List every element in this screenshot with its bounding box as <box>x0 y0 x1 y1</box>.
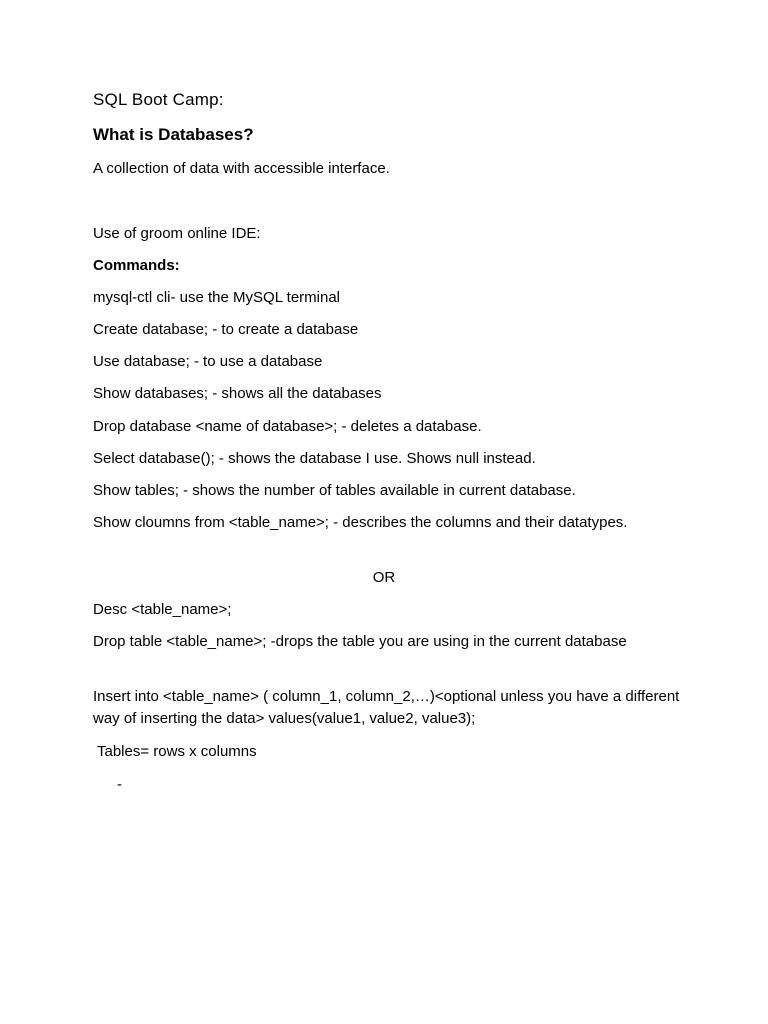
or-separator: OR <box>372 569 396 586</box>
command-line: Drop table <table_name>; -drops the table you are using in the current database <box>93 633 627 650</box>
command-line: Create database; - to create a database <box>93 321 359 338</box>
command-line: mysql-ctl cli- use the MySQL terminal <box>93 289 341 306</box>
commands-label: Commands: <box>93 257 180 274</box>
command-line: Select database(); - shows the database I use. Shows null instead. <box>93 450 536 467</box>
command-line: Show databases; - shows all the databases <box>93 385 382 402</box>
definition-text: A collection of data with accessible interface. <box>93 160 390 177</box>
command-line: Drop database <name of database>; - deletes a database. <box>93 418 482 435</box>
tables-note: Tables= rows x columns <box>97 743 257 760</box>
list-dash: - <box>117 776 122 793</box>
command-line: Insert into <table_name> ( column_1, column_2,…)<optional unless you have a different way of inserting the data> values(value1, value2, value3); <box>93 688 680 727</box>
command-line: Show cloumns from <table_name>; - describes the columns and their datatypes. <box>93 514 628 531</box>
command-line: Desc <table_name>; <box>93 601 232 618</box>
command-line: Use database; - to use a database <box>93 353 323 370</box>
command-line: Show tables; - shows the number of tables available in current database. <box>93 482 576 499</box>
ide-note: Use of groom online IDE: <box>93 225 261 242</box>
document-title: SQL Boot Camp: <box>93 90 224 109</box>
section-heading: What is Databases? <box>93 125 254 144</box>
